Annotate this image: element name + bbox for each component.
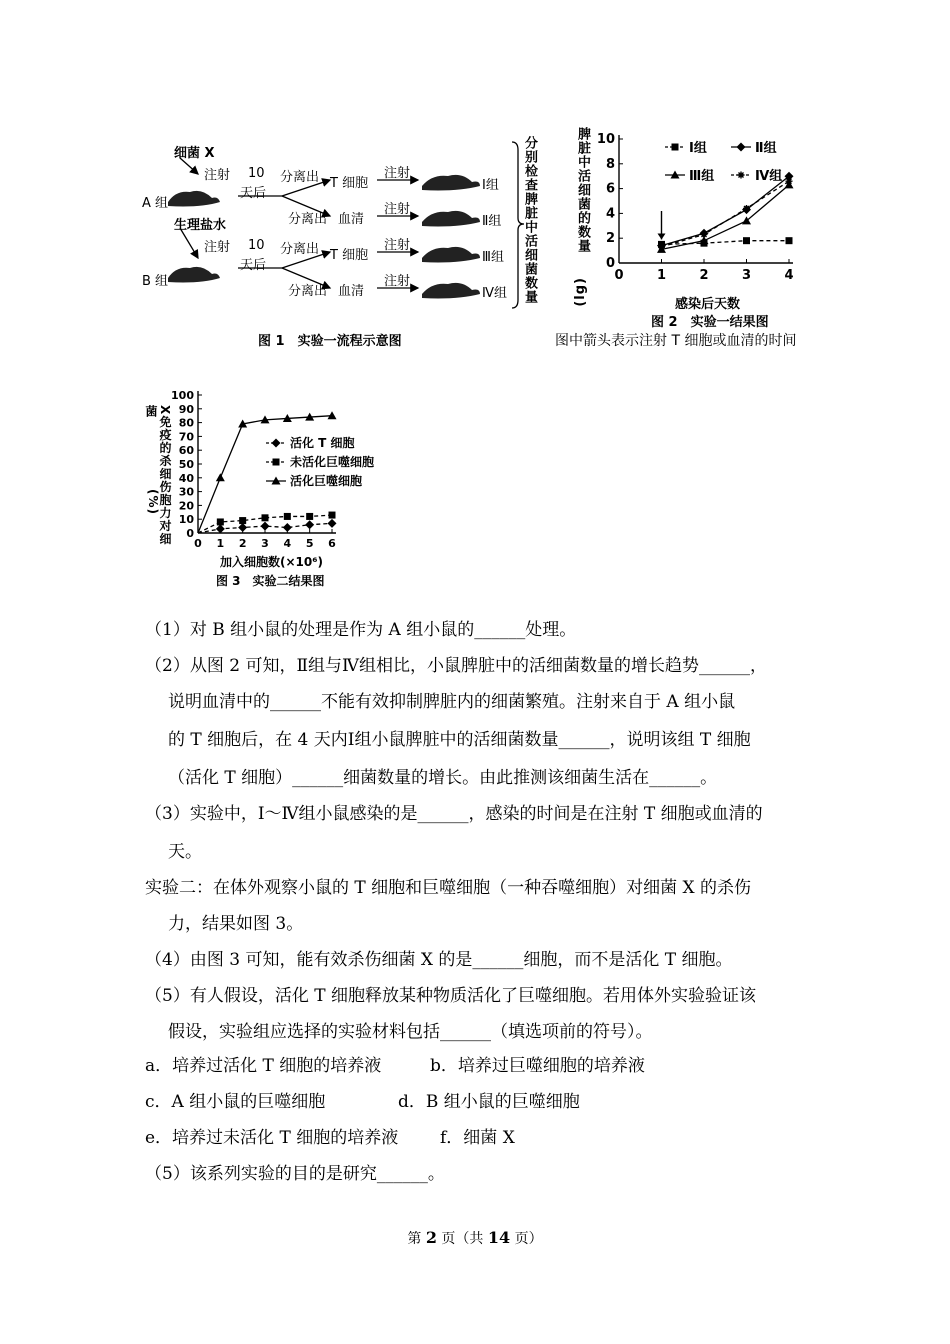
fig3-ylabel: X免疫的杀细伤胞力对细菌 (144, 405, 172, 546)
figure-2-note: 图中箭头表示注射 T 细胞或血清的时间 (555, 333, 797, 349)
y-tick-label: 60 (178, 444, 194, 458)
fig2-ylabel: 脾脏中活细菌的数量 (575, 127, 590, 253)
figure-1 (140, 128, 540, 358)
y-tick-label: 100 (171, 389, 194, 402)
question-2-line-4: （活化 T 细胞）______细菌数量的增长。由此推测该细菌生活在______。 (168, 768, 718, 788)
figure-2-chart (591, 125, 821, 295)
option-a: a．培养过活化 T 细胞的培养液 (145, 1056, 382, 1076)
y-tick-label: 0 (605, 256, 615, 271)
group-1-label: Ⅰ组 (482, 178, 499, 193)
data-point (283, 523, 292, 532)
option-c: c．A 组小鼠的巨噬细胞 (145, 1092, 326, 1112)
x-tick-label: 2 (699, 268, 709, 283)
separate-label-a2: 分离出 (288, 212, 328, 227)
y-tick-label: 10 (596, 132, 615, 147)
bracket-text: 分别检查脾脏中活细菌数量 (522, 136, 537, 304)
x-tick-label: 1 (216, 537, 225, 550)
experiment-2-line-2: 力，结果如图 3。 (168, 914, 304, 934)
x-tick-label: 6 (328, 537, 336, 550)
figure-3 (140, 385, 400, 600)
serum-label-b: 血清 (338, 284, 365, 299)
x-tick-label: 4 (784, 268, 794, 283)
data-point (329, 512, 336, 519)
fig2-yunit: (lg) (573, 277, 588, 307)
data-point (239, 517, 246, 524)
question-6: （5）该系列实验的目的是研究______。 (145, 1164, 445, 1184)
t-cell-label-a: T 细胞 (330, 176, 369, 191)
legend-marker (672, 144, 679, 151)
x-tick-label: 0 (614, 268, 624, 283)
group-a-label: A 组 (142, 196, 169, 211)
option-d: d．B 组小鼠的巨噬细胞 (398, 1092, 580, 1112)
footer-mid: 页（共 (436, 1231, 488, 1247)
ten-label-a: 10 (248, 166, 265, 181)
legend-marker (272, 439, 281, 448)
y-tick-label: 70 (178, 430, 194, 444)
experiment-2-line-1: 实验二：在体外观察小鼠的 T 细胞和巨噬细胞（一种吞噬细胞）对细菌 X 的杀伤 (145, 878, 752, 898)
days-later-label-a: 天后 (240, 186, 267, 201)
data-point (743, 237, 750, 244)
days-later-label-b: 天后 (240, 258, 267, 273)
data-point (217, 518, 224, 525)
y-tick-label: 2 (605, 231, 615, 247)
y-tick-label: 50 (178, 458, 194, 471)
inject-label-a: 注射 (204, 168, 231, 183)
legend-marker (738, 172, 745, 179)
separate-label-a1: 分离出 (280, 170, 320, 185)
group-b-label: B 组 (142, 274, 169, 289)
footer-post: 页） (510, 1231, 543, 1247)
y-tick-label: 80 (178, 416, 194, 430)
serum-label-a: 血清 (338, 212, 365, 227)
x-tick-label: 3 (741, 268, 752, 283)
footer-page-number: 2 (425, 1228, 437, 1247)
question-5-line-2: 假设，实验组应选择的实验材料包括______（填选项前的符号）。 (168, 1022, 653, 1042)
data-point (328, 519, 337, 528)
data-point (238, 523, 247, 532)
x-tick-label: 0 (194, 537, 202, 550)
data-point (701, 231, 708, 238)
data-point (216, 524, 225, 533)
question-5-line-1: （5）有人假设，活化 T 细胞释放某种物质活化了巨噬细胞。若用体外实验验证该 (145, 986, 756, 1006)
y-tick-label: 6 (605, 181, 615, 197)
group-3-label: Ⅲ组 (482, 250, 504, 265)
y-tick-label: 90 (178, 402, 194, 416)
x-tick-label: 1 (656, 268, 667, 283)
y-tick-label: 40 (178, 471, 194, 485)
inject-label-2: 注射 (384, 202, 411, 217)
x-tick-label: 2 (238, 537, 247, 550)
fig2-xlabel: 感染后天数 (675, 297, 741, 312)
legend-label: 未活化巨噬细胞 (290, 455, 375, 469)
data-point (328, 411, 337, 419)
fig3-yunit: (%) (146, 489, 160, 515)
data-point (786, 237, 793, 244)
data-point (262, 514, 269, 521)
figure-1-caption: 图 1 实验一流程示意图 (258, 334, 402, 349)
inject-label-b: 注射 (204, 240, 231, 255)
data-point (305, 520, 314, 529)
fig3-xlabel: 加入细胞数(×10⁶) (220, 555, 323, 569)
inject-label-1: 注射 (384, 166, 411, 181)
legend-label: Ⅱ组 (755, 141, 777, 156)
x-tick-label: 5 (305, 537, 314, 550)
footer-total-pages: 14 (487, 1228, 511, 1247)
group-2-label: Ⅱ组 (482, 214, 502, 229)
t-cell-label-b: T 细胞 (330, 248, 369, 263)
legend-label: 活化巨噬细胞 (290, 474, 363, 488)
inject-label-4: 注射 (384, 274, 411, 289)
option-e: e．培养过未活化 T 细胞的培养液 (145, 1128, 399, 1148)
ten-label-b: 10 (248, 238, 265, 253)
data-point (216, 473, 225, 481)
series-line-2 (662, 176, 790, 245)
question-4: （4）由图 3 可知，能有效杀伤细菌 X 的是______细胞，而不是活化 T 细胞。 (145, 950, 733, 970)
injection-arrowhead (658, 233, 666, 239)
x-tick-label: 3 (261, 537, 269, 550)
option-b: b．培养过巨噬细胞的培养液 (430, 1056, 645, 1076)
figure-3-chart (171, 385, 399, 557)
legend-marker (737, 143, 746, 152)
y-tick-label: 10 (178, 513, 194, 527)
data-point (658, 243, 665, 250)
legend-label: 活化 T 细胞 (290, 436, 355, 450)
question-2-line-3: 的 T 细胞后，在 4 天内Ⅰ组小鼠脾脏中的活细菌数量______，说明该组 T 细胞 (168, 730, 751, 750)
y-tick-label: 0 (186, 527, 194, 540)
y-tick-label: 20 (178, 499, 194, 513)
legend-marker (273, 459, 280, 466)
legend-label: Ⅲ组 (689, 169, 715, 184)
data-point (786, 178, 793, 185)
x-tick-label: 4 (283, 537, 292, 550)
legend-label: Ⅰ组 (689, 141, 707, 156)
data-point (743, 205, 750, 212)
question-1: （1）对 B 组小鼠的处理是作为 A 组小鼠的______处理。 (145, 620, 577, 640)
bacteria-x-label: 细菌 X (174, 146, 215, 161)
figure-3-caption: 图 3 实验二结果图 (216, 574, 325, 588)
y-tick-label: 8 (605, 156, 615, 172)
saline-label: 生理盐水 (174, 218, 227, 233)
y-tick-label: 30 (178, 485, 194, 499)
group-4-label: Ⅳ组 (482, 286, 507, 301)
question-2-line-2: 说明血清中的______不能有效抑制脾脏内的细菌繁殖。注射来自于 A 组小鼠 (168, 692, 736, 712)
data-point (261, 522, 270, 531)
y-tick-label: 4 (605, 206, 615, 222)
footer-pre: 第 (407, 1231, 426, 1247)
data-point (306, 513, 313, 520)
data-point (284, 513, 291, 520)
page-footer (0, 1228, 950, 1248)
inject-label-3: 注射 (384, 238, 411, 253)
figure-2 (555, 125, 855, 355)
figure-2-caption: 图 2 实验一结果图 (651, 315, 769, 330)
question-2-line-1: （2）从图 2 可知，Ⅱ组与Ⅳ组相比，小鼠脾脏中的活细菌数量的增长趋势______， (145, 656, 767, 676)
option-f: f．细菌 X (440, 1128, 515, 1148)
series-line-1 (662, 241, 790, 245)
separate-label-b2: 分离出 (288, 284, 328, 299)
separate-label-b1: 分离出 (280, 242, 320, 257)
legend-label: Ⅳ组 (755, 169, 783, 184)
question-3-line-2: 天。 (168, 842, 202, 862)
figure-1-drawing (140, 128, 540, 358)
question-3-line-1: （3）实验中，Ⅰ～Ⅳ组小鼠感染的是______，感染的时间是在注射 T 细胞或血清的 (145, 804, 763, 824)
